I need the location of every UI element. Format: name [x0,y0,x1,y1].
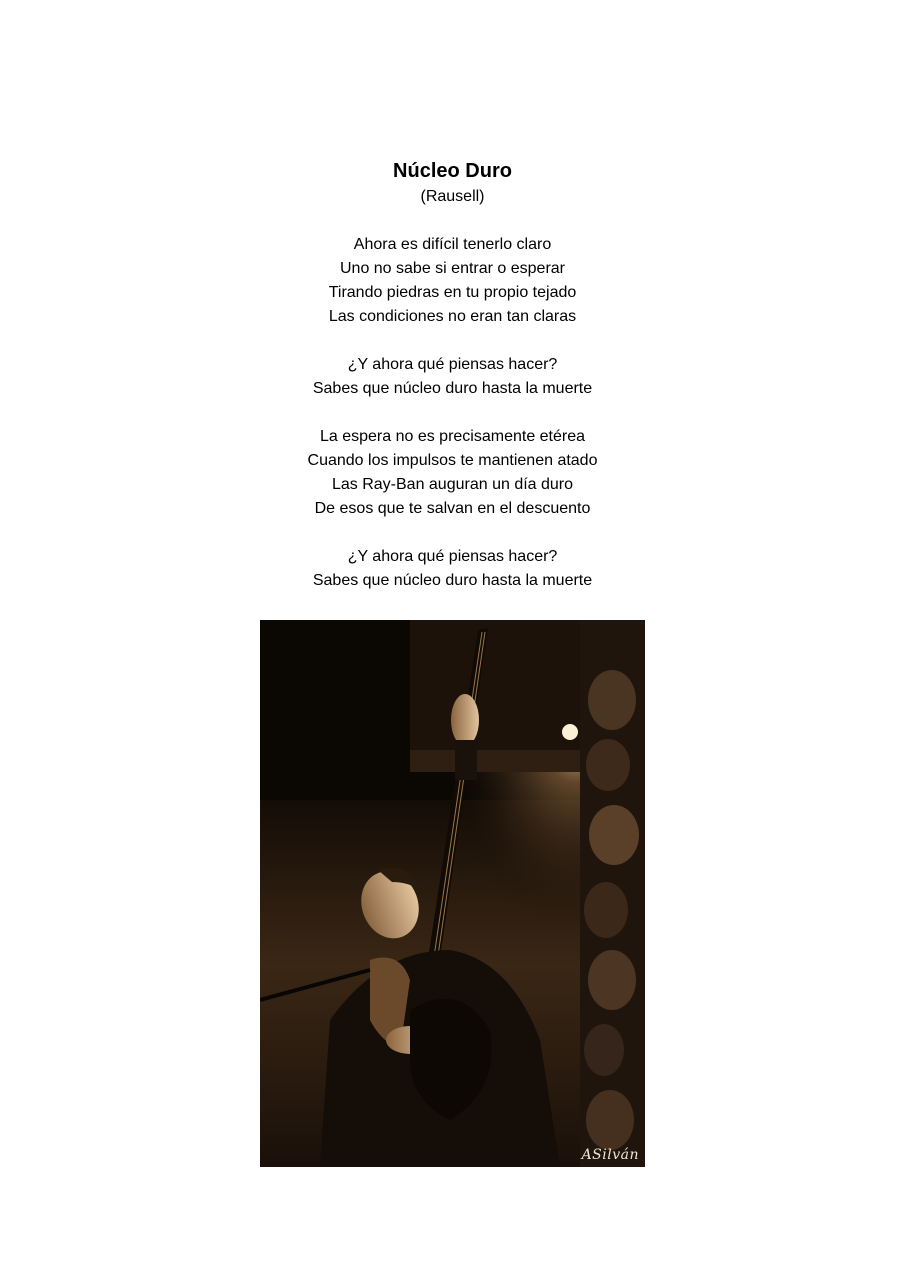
verse-line: Sabes que núcleo duro hasta la muerte [312,380,593,397]
song-title: Núcleo Duro [393,160,512,182]
bassist-photo [260,620,645,1167]
photo-credit: ASilván [581,1147,639,1163]
song-author: (Rausell) [420,188,485,205]
photo-illustration [260,620,645,1167]
verse-line: De esos que te salvan en el descuento [314,500,591,517]
verse-line: ¿Y ahora qué piensas hacer? [347,356,558,373]
verse-line: Cuando los impulsos te mantienen atado [307,452,598,469]
verse-line: Las Ray-Ban auguran un día duro [331,476,574,493]
verse-line: ¿Y ahora qué piensas hacer? [347,548,558,565]
verse-line: Las condiciones no eran tan claras [328,308,577,325]
stanza-2-chorus [0,353,905,401]
verse-line: La espera no es precisamente etérea [319,428,586,445]
verse-line: Tirando piedras en tu propio tejado [328,284,577,301]
song-lyrics [0,157,905,617]
verse-line: Sabes que núcleo duro hasta la muerte [312,572,593,589]
stanza-3 [0,425,905,521]
stanza-1 [0,233,905,329]
stanza-4-chorus [0,545,905,593]
verse-line: Uno no sabe si entrar o esperar [339,260,565,277]
verse-line: Ahora es difícil tenerlo claro [353,236,552,253]
